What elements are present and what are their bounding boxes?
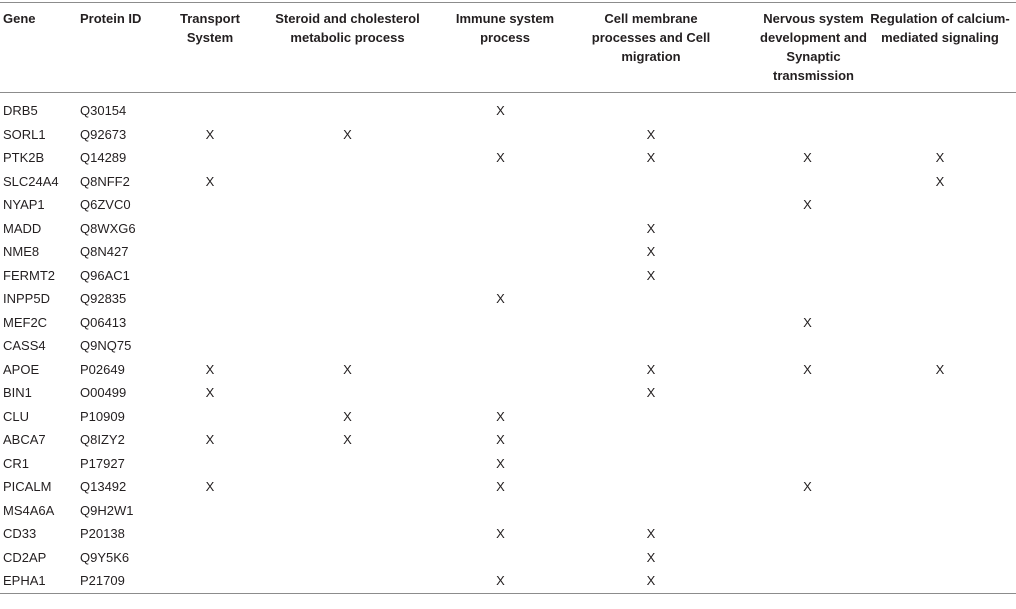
mark-cell: X — [803, 479, 812, 495]
mark-cell: X — [205, 385, 215, 401]
mark-cell — [175, 546, 245, 570]
header-gene — [0, 3, 77, 93]
mark-cell: X — [646, 150, 656, 166]
mark-cell — [175, 287, 245, 311]
table-row — [0, 522, 1016, 546]
mark-cell: X — [496, 455, 505, 471]
mark-cell: X — [205, 432, 215, 448]
mark-cell — [450, 264, 551, 288]
protein-id-cell: Q8NFF2 — [80, 173, 130, 189]
protein-id-cell: Q8N427 — [80, 244, 129, 260]
protein-id-cell: O00499 — [80, 385, 127, 401]
mark-cell: X — [205, 361, 215, 377]
mark-cell: X — [646, 385, 656, 401]
mark-cell — [450, 240, 551, 264]
mark-cell — [864, 546, 1016, 570]
protein-id-cell: Q13492 — [80, 479, 127, 495]
protein-id-cell: Q92673 — [80, 126, 127, 142]
header-label: Gene — [3, 11, 36, 26]
mark-cell — [751, 334, 864, 358]
protein-id-cell: Q8WXG6 — [80, 220, 136, 236]
mark-cell — [551, 311, 751, 335]
header-label: Nervous system development and Synaptic transmission — [760, 11, 867, 83]
mark-cell — [245, 311, 450, 335]
gene-cell: PICALM — [3, 479, 52, 495]
mark-cell: X — [646, 549, 656, 565]
mark-cell — [450, 334, 551, 358]
mark-cell: X — [646, 220, 656, 236]
mark-cell — [175, 146, 245, 170]
mark-cell — [751, 381, 864, 405]
table-row — [0, 146, 1016, 170]
mark-cell — [245, 522, 450, 546]
mark-cell — [245, 146, 450, 170]
mark-cell: X — [646, 361, 656, 377]
mark-cell — [175, 311, 245, 335]
mark-cell — [450, 193, 551, 217]
mark-cell — [175, 93, 245, 123]
gene-cell: CASS4 — [3, 338, 46, 354]
mark-cell — [245, 381, 450, 405]
mark-cell: X — [803, 361, 812, 377]
protein-id-cell: Q30154 — [80, 103, 127, 119]
header-label: Cell membrane processes and Cell migration — [591, 11, 711, 64]
header-steroid-cholesterol — [245, 3, 450, 93]
mark-cell — [551, 475, 751, 499]
mark-cell — [864, 264, 1016, 288]
header-nervous-system — [751, 3, 867, 93]
mark-cell — [551, 428, 751, 452]
mark-cell — [245, 546, 450, 570]
mark-cell — [450, 170, 551, 194]
mark-cell — [450, 499, 551, 523]
table-row — [0, 381, 1016, 405]
mark-cell — [175, 264, 245, 288]
gene-cell: DRB5 — [3, 103, 38, 119]
mark-cell: X — [343, 408, 352, 424]
mark-cell — [551, 93, 751, 123]
header-label: Steroid and cholesterol metabolic process — [275, 11, 420, 45]
mark-cell — [245, 170, 450, 194]
mark-cell: X — [343, 432, 352, 448]
protein-id-cell: P02649 — [80, 361, 125, 377]
mark-cell: X — [205, 173, 215, 189]
protein-id-cell: Q9NQ75 — [80, 338, 132, 354]
mark-cell — [864, 475, 1016, 499]
mark-cell — [864, 193, 1016, 217]
mark-cell — [864, 334, 1016, 358]
mark-cell: X — [496, 432, 505, 448]
mark-cell — [175, 334, 245, 358]
mark-cell: X — [450, 569, 551, 593]
table-row — [0, 546, 1016, 570]
gene-cell: CD33 — [3, 526, 37, 542]
gene-cell: CR1 — [3, 455, 30, 471]
mark-cell — [751, 522, 864, 546]
mark-cell: X — [343, 361, 352, 377]
mark-cell — [751, 405, 864, 429]
mark-cell — [864, 428, 1016, 452]
mark-cell — [864, 240, 1016, 264]
mark-cell — [450, 546, 551, 570]
mark-cell — [751, 546, 864, 570]
mark-cell — [175, 499, 245, 523]
mark-cell — [551, 452, 751, 476]
mark-cell — [864, 452, 1016, 476]
gene-cell: CD2AP — [3, 549, 47, 565]
mark-cell — [864, 405, 1016, 429]
table-row — [0, 93, 1016, 123]
mark-cell — [551, 193, 751, 217]
mark-cell — [245, 217, 450, 241]
header-calcium-signaling — [864, 3, 1016, 93]
mark-cell — [175, 522, 245, 546]
protein-id-cell: P10909 — [80, 408, 125, 424]
protein-id-cell: Q06413 — [80, 314, 127, 330]
gene-cell: MADD — [3, 220, 42, 236]
mark-cell — [864, 217, 1016, 241]
table-body — [0, 93, 1016, 594]
protein-id-cell: Q9H2W1 — [80, 502, 134, 518]
mark-cell — [245, 240, 450, 264]
mark-cell — [175, 452, 245, 476]
mark-cell: X — [496, 408, 505, 424]
mark-cell — [450, 311, 551, 335]
mark-cell — [864, 522, 1016, 546]
mark-cell — [551, 405, 751, 429]
mark-cell — [864, 311, 1016, 335]
mark-cell: X — [646, 126, 656, 142]
mark-cell — [864, 93, 1016, 123]
protein-id-cell: Q6ZVC0 — [80, 197, 131, 213]
header-row — [0, 3, 1016, 93]
mark-cell — [751, 123, 864, 147]
header-label: Regulation of calcium-mediated signaling — [870, 11, 1010, 45]
mark-cell: X — [803, 314, 812, 330]
table-row — [0, 170, 1016, 194]
mark-cell — [245, 287, 450, 311]
mark-cell — [751, 452, 864, 476]
gene-cell: MS4A6A — [3, 502, 55, 518]
mark-cell — [751, 428, 864, 452]
mark-cell: X — [803, 197, 812, 213]
mark-cell: X — [496, 103, 505, 119]
mark-cell — [175, 240, 245, 264]
table-row — [0, 217, 1016, 241]
mark-cell: X — [935, 361, 945, 377]
gene-cell: ABCA7 — [3, 432, 46, 448]
header-protein-id — [77, 3, 175, 93]
protein-id-cell: Q9Y5K6 — [80, 549, 130, 565]
table-row — [0, 264, 1016, 288]
gene-function-table — [0, 2, 1016, 594]
header-label: Protein ID — [80, 11, 142, 26]
header-label: Transport System — [180, 11, 240, 45]
table-row — [0, 452, 1016, 476]
mark-cell — [175, 217, 245, 241]
mark-cell: X — [646, 526, 656, 542]
mark-cell — [864, 381, 1016, 405]
header-transport-system — [175, 3, 245, 93]
mark-cell — [751, 93, 864, 123]
protein-id-cell: Q8IZY2 — [80, 432, 125, 448]
mark-cell: X — [935, 173, 945, 189]
protein-id-cell: P21709 — [77, 569, 175, 593]
mark-cell — [751, 287, 864, 311]
mark-cell — [751, 264, 864, 288]
mark-cell — [751, 170, 864, 194]
mark-cell — [751, 217, 864, 241]
mark-cell — [175, 193, 245, 217]
table-row — [0, 569, 1016, 593]
protein-id-cell: Q96AC1 — [80, 267, 130, 283]
mark-cell — [245, 452, 450, 476]
mark-cell — [551, 499, 751, 523]
mark-cell — [450, 358, 551, 382]
protein-id-cell: P20138 — [80, 526, 125, 542]
protein-id-cell: Q92835 — [80, 291, 127, 307]
mark-cell: X — [343, 126, 352, 142]
mark-cell: X — [496, 150, 505, 166]
header-label: Immune system process — [455, 11, 555, 45]
mark-cell: X — [496, 526, 505, 542]
mark-cell — [245, 569, 450, 593]
mark-cell — [450, 217, 551, 241]
gene-cell: SLC24A4 — [3, 173, 59, 189]
mark-cell — [751, 499, 864, 523]
mark-cell: X — [803, 150, 812, 166]
gene-cell: NME8 — [3, 244, 40, 260]
mark-cell — [551, 170, 751, 194]
mark-cell — [864, 569, 1016, 593]
mark-cell: X — [935, 150, 945, 166]
mark-cell: X — [496, 479, 505, 495]
table-row — [0, 334, 1016, 358]
mark-cell: X — [551, 569, 751, 593]
mark-cell — [751, 569, 864, 593]
gene-cell: BIN1 — [3, 385, 32, 401]
table-row — [0, 123, 1016, 147]
mark-cell: X — [646, 267, 656, 283]
mark-cell — [751, 240, 864, 264]
table-row — [0, 240, 1016, 264]
mark-cell — [245, 499, 450, 523]
mark-cell — [245, 93, 450, 123]
gene-cell: INPP5D — [3, 291, 50, 307]
mark-cell — [245, 334, 450, 358]
mark-cell: X — [496, 291, 505, 307]
mark-cell — [450, 381, 551, 405]
mark-cell — [245, 193, 450, 217]
gene-function-table-container — [0, 2, 1016, 609]
mark-cell — [245, 264, 450, 288]
mark-cell: X — [646, 244, 656, 260]
gene-cell: CLU — [3, 408, 30, 424]
mark-cell: X — [205, 126, 215, 142]
mark-cell — [245, 475, 450, 499]
gene-cell: NYAP1 — [3, 197, 45, 213]
table-row — [0, 475, 1016, 499]
table-row — [0, 428, 1016, 452]
gene-cell: FERMT2 — [3, 267, 55, 283]
table-row — [0, 193, 1016, 217]
table-row — [0, 287, 1016, 311]
header-cell-membrane — [551, 3, 751, 93]
mark-cell — [551, 334, 751, 358]
mark-cell — [864, 123, 1016, 147]
mark-cell — [864, 287, 1016, 311]
mark-cell — [551, 287, 751, 311]
table-row — [0, 499, 1016, 523]
gene-cell: EPHA1 — [0, 569, 77, 593]
table-row — [0, 311, 1016, 335]
table-row — [0, 405, 1016, 429]
gene-cell: PTK2B — [3, 150, 45, 166]
gene-cell: APOE — [3, 361, 40, 377]
protein-id-cell: P17927 — [80, 455, 125, 471]
mark-cell: X — [205, 479, 215, 495]
mark-cell — [175, 569, 245, 593]
gene-cell: SORL1 — [3, 126, 46, 142]
mark-cell — [175, 405, 245, 429]
protein-id-cell: Q14289 — [80, 150, 127, 166]
table-row — [0, 358, 1016, 382]
header-immune-system — [450, 3, 555, 93]
mark-cell — [450, 123, 551, 147]
gene-cell: MEF2C — [3, 314, 48, 330]
mark-cell — [864, 499, 1016, 523]
